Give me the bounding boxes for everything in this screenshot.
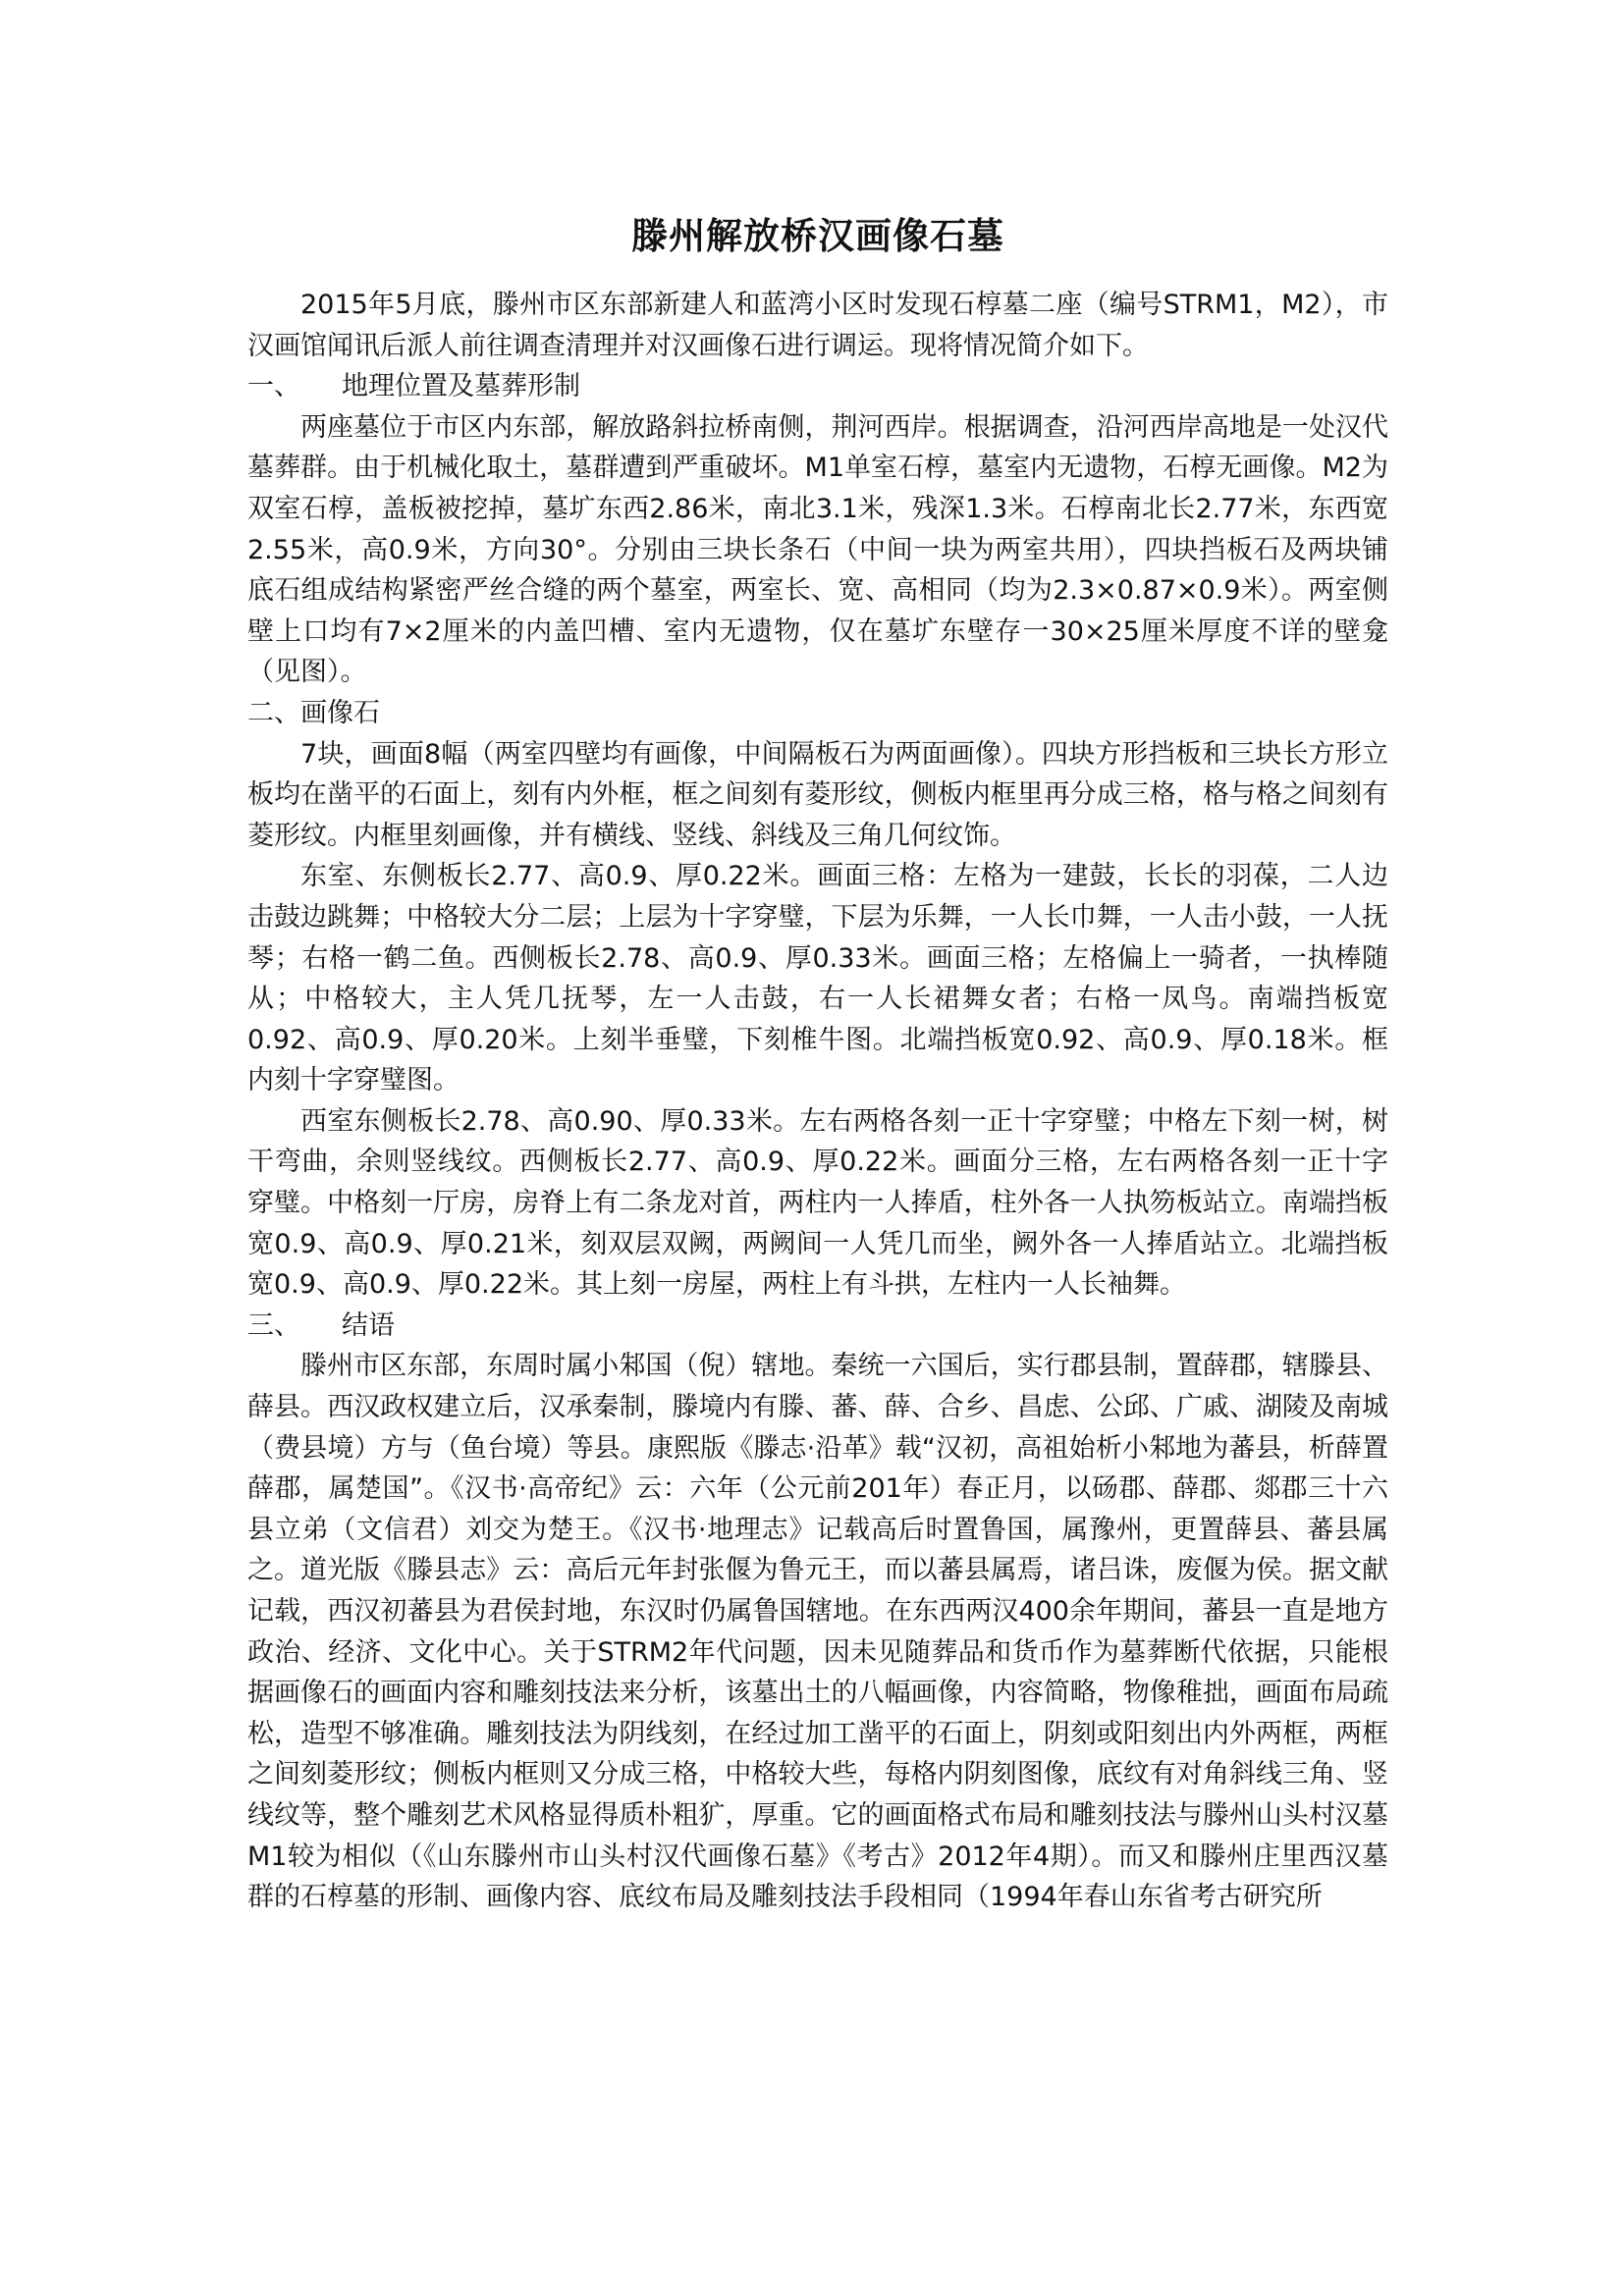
section-heading-3	[247, 1306, 1388, 1347]
body-paragraph: 东室、东侧板长2.77、高0.9、厚0.22米。画面三格：左格为一建鼓，长长的羽葆，二人边击鼓边跳舞；中格较大分二层；上层为十字穿璧，下层为乐舞，一人长巾舞，一人击小鼓，一人抚琴；右格一鹤二鱼。西侧板长2.78、高0.9、厚0.33米。画面三格；左格偏上一骑者，一执棒随从；中格较大，主人凭几抚琴，左一人击鼓，右一人长裙舞女者；右格一凤鸟。南端挡板宽0.92、高0.9、厚0.20米。上刻半垂璧，下刻椎牛图。北端挡板宽0.92、高0.9、厚0.18米。框内刻十字穿璧图。	[247, 861, 1388, 1096]
body-paragraph: 两座墓位于市区内东部，解放路斜拉桥南侧，荆河西岸。根据调查，沿河西岸高地是一处汉代墓葬群。由于机械化取土，墓群遭到严重破坏。M1单室石椁，墓室内无遗物，石椁无画像。M2为双室石椁，盖板被挖掉，墓圹东西2.86米，南北3.1米，残深1.3米。石椁南北长2.77米，东西宽2.55米，高0.9米，方向30°。分别由三块长条石（中间一块为两室共用），四块挡板石及两块铺底石组成结构紧密严丝合缝的两个墓室，两室长、宽、高相同（均为2.3×0.87×0.9米）。两室侧壁上口均有7×2厘米的内盖凹槽、室内无遗物，仅在墓圹东壁存一30×25厘米厚度不详的壁龛（见图）。	[247, 411, 1388, 688]
section-title: 结语	[342, 1309, 395, 1341]
section-number: 二、	[247, 697, 300, 728]
body-paragraph: 7块，画面8幅（两室四壁均有画像，中间隔板石为两面画像）。四块方形挡板和三块长方形立板均在凿平的石面上，刻有内外框，框之间刻有菱形纹，侧板内框里再分成三格，格与格之间刻有菱形纹。内框里刻画像，并有横线、竖线、斜线及三角几何纹饰。	[247, 738, 1388, 851]
page-title: 滕州解放桥汉画像石墓	[631, 215, 1004, 257]
section-number: 一、	[247, 371, 300, 402]
section-heading-1	[247, 366, 1388, 407]
section-title: 地理位置及墓葬形制	[342, 371, 580, 402]
body-paragraph: 西室东侧板长2.78、高0.90、厚0.33米。左右两格各刻一正十字穿璧；中格左下刻一树，树干弯曲，余则竖线纹。西侧板长2.77、高0.9、厚0.22米。画面分三格，左右两格各刻一正十字穿璧。中格刻一厅房，房脊上有二条龙对首，两柱内一人捧盾，柱外各一人执笏板站立。南端挡板宽0.9、高0.9、厚0.21米，刻双层双阙，两阙间一人凭几而坐，阙外各一人捧盾站立。北端挡板宽0.9、高0.9、厚0.22米。其上刻一房屋，两柱上有斗拱，左柱内一人长袖舞。	[247, 1105, 1388, 1301]
document-page	[247, 206, 1388, 1918]
section-number: 三、	[247, 1309, 300, 1341]
section-title: 画像石	[300, 697, 380, 728]
body-paragraph: 滕州市区东部，东周时属小邾国（倪）辖地。秦统一六国后，实行郡县制，置薛郡，辖滕县、薛县。西汉政权建立后，汉承秦制，滕境内有滕、蕃、薛、合乡、昌虑、公邱、广戚、湖陵及南城（费县境）方与（鱼台境）等县。康熙版《滕志·沿革》载“汉初，高祖始析小邾地为蕃县，析薛置薛郡，属楚国”。《汉书·高帝纪》云：六年（公元前201年）春正月，以砀郡、薛郡、郯郡三十六县立弟（文信君）刘交为楚王。《汉书·地理志》记载高后时置鲁国，属豫州，更置薛县、蕃县属之。道光版《滕县志》云：高后元年封张偃为鲁元王，而以蕃县属焉，诸吕诛，废偃为侯。据文献记载，西汉初蕃县为君侯封地，东汉时仍属鲁国辖地。在东西两汉400余年期间，蕃县一直是地方政治、经济、文化中心。关于STRM2年代问题，因未见随葬品和货币作为墓葬断代依据，只能根据画像石的画面内容和雕刻技法来分析，该墓出土的八幅画像，内容简略，物像稚拙，画面布局疏松，造型不够准确。雕刻技法为阴线刻，在经过加工凿平的石面上，阴刻或阳刻出内外两框，两框之间刻菱形纹；侧板内框则又分成三格，中格较大些，每格内阴刻图像，底纹有对角斜线三角、竖线纹等，整个雕刻艺术风格显得质朴粗犷，厚重。它的画面格式布局和雕刻技法与滕州山头村汉墓M1较为相似（《山东滕州市山头村汉代画像石墓》《考古》2012年4期）。而又和滕州庄里西汉墓群的石椁墓的形制、画像内容、底纹布局及雕刻技法手段相同（1994年春山东省考古研究所	[247, 1351, 1388, 1913]
section-heading-2	[247, 693, 1388, 734]
intro-paragraph: 2015年5月底，滕州市区东部新建人和蓝湾小区时发现石椁墓二座（编号STRM1，M2），市汉画馆闻讯后派人前往调查清理并对汉画像石进行调运。现将情况简介如下。	[247, 290, 1388, 361]
